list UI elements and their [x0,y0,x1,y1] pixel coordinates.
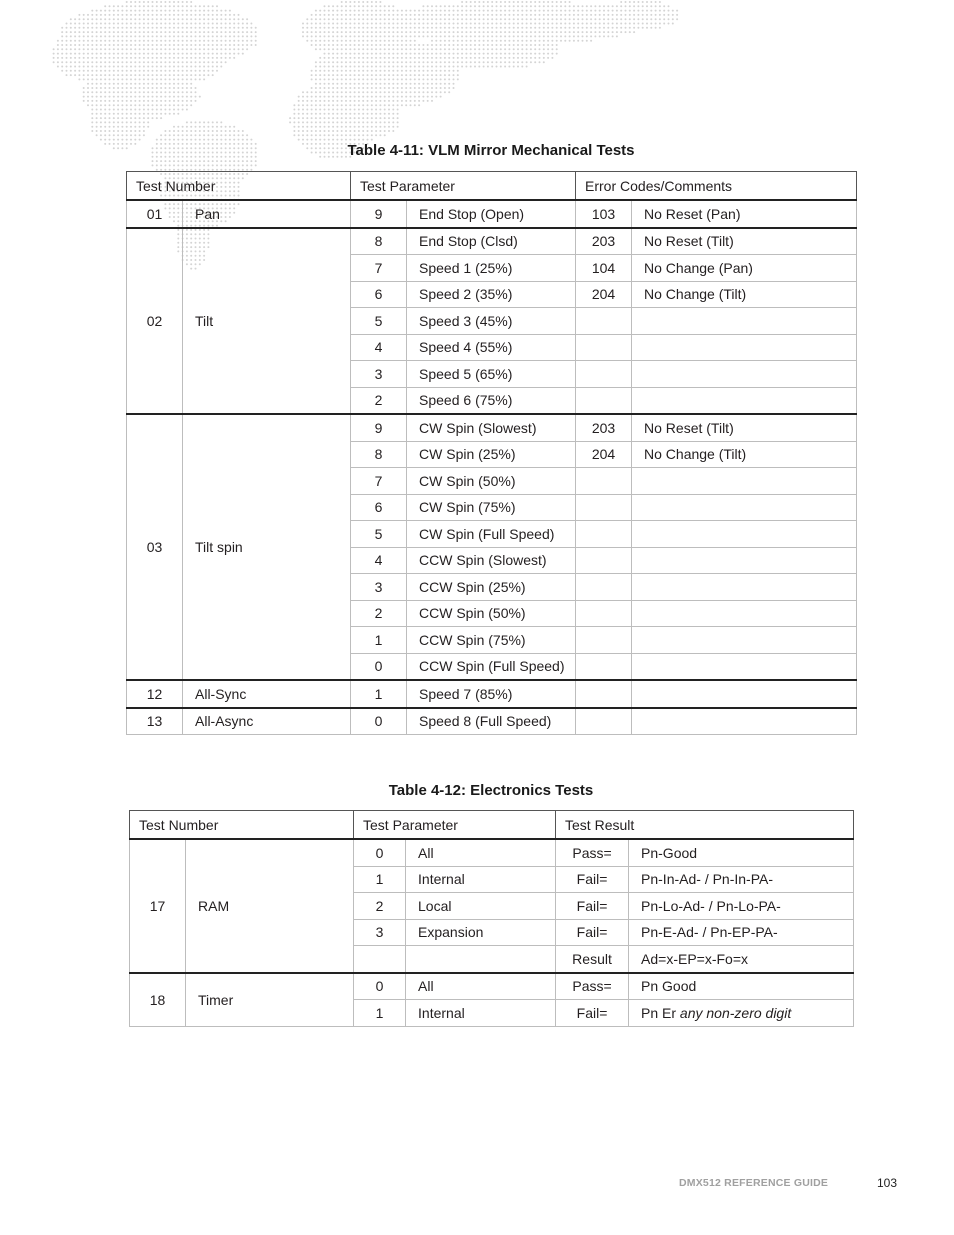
param-number-cell: 1 [351,680,407,708]
result-value-cell: Pn-In-Ad- / Pn-In-PA- [629,866,854,893]
comment-cell: No Reset (Tilt) [632,414,857,441]
test-number-cell: 13 [127,708,183,735]
param-number-cell: 5 [351,308,407,335]
table-row [130,973,854,1000]
table1-caption: Table 4-11: VLM Mirror Mechanical Tests [347,142,635,159]
param-number-cell: 7 [351,468,407,495]
result-value-cell: Ad=x-EP=x-Fo=x [629,946,854,973]
param-number-cell: 3 [351,361,407,388]
param-name-cell: CW Spin (75%) [407,494,576,521]
param-name-cell: Speed 2 (35%) [407,281,576,308]
param-name-cell: CW Spin (Full Speed) [407,521,576,548]
error-code-cell: 103 [576,200,632,228]
test-number-cell: 17 [130,839,186,973]
error-code-cell [576,600,632,627]
test-name-cell: RAM [186,839,354,973]
page-number: 103 [877,1176,898,1190]
param-number-cell: 5 [351,521,407,548]
param-name-cell: Speed 1 (25%) [407,255,576,282]
result-label-cell: Pass= [556,973,629,1000]
param-number-cell: 4 [351,547,407,574]
param-number-cell: 0 [351,653,407,680]
comment-cell: No Reset (Tilt) [632,228,857,255]
error-code-cell [576,361,632,388]
param-name-cell: Internal [406,1000,556,1027]
comment-cell: No Reset (Pan) [632,200,857,228]
test-name-cell: Tilt [183,228,351,415]
error-code-cell [576,708,632,735]
param-name-cell: Expansion [406,919,556,946]
param-name-cell: CCW Spin (50%) [407,600,576,627]
param-name-cell: Speed 3 (45%) [407,308,576,335]
comment-cell [632,468,857,495]
test-name-cell: Timer [186,973,354,1027]
param-name-cell: All [406,839,556,866]
column-header: Error Codes/Comments [576,172,857,201]
param-number-cell: 1 [354,1000,406,1027]
param-number-cell: 1 [351,627,407,654]
comment-cell: No Change (Tilt) [632,441,857,468]
error-code-cell [576,494,632,521]
param-name-cell: Local [406,893,556,920]
result-value-cell: Pn Er any non-zero digit [629,1000,854,1027]
error-code-cell [576,468,632,495]
param-number-cell: 2 [354,893,406,920]
table2-caption: Table 4-12: Electronics Tests [388,782,594,799]
test-number-cell: 02 [127,228,183,415]
error-code-cell [576,653,632,680]
param-number-cell: 3 [351,574,407,601]
error-code-cell [576,574,632,601]
error-code-cell: 203 [576,228,632,255]
param-number-cell: 3 [354,919,406,946]
error-code-cell [576,627,632,654]
param-name-cell: Speed 7 (85%) [407,680,576,708]
param-number-cell: 2 [351,600,407,627]
param-number-cell: 6 [351,281,407,308]
comment-cell [632,547,857,574]
table-row [127,228,857,255]
param-number-cell: 6 [351,494,407,521]
param-number-cell: 4 [351,334,407,361]
param-number-cell: 0 [354,839,406,866]
param-name-cell: CW Spin (Slowest) [407,414,576,441]
comment-cell [632,627,857,654]
table-row [127,708,857,735]
param-name-cell: CCW Spin (Slowest) [407,547,576,574]
error-code-cell: 204 [576,281,632,308]
param-number-cell: 0 [351,708,407,735]
table-row [127,200,857,228]
param-number-cell: 2 [351,387,407,414]
param-name-cell: CCW Spin (Full Speed) [407,653,576,680]
comment-cell [632,574,857,601]
header-row [130,811,854,840]
comment-cell [632,600,857,627]
comment-cell [632,361,857,388]
comment-cell [632,521,857,548]
comment-cell [632,494,857,521]
param-number-cell: 9 [351,414,407,441]
error-code-cell: 104 [576,255,632,282]
header-row [127,172,857,201]
result-label-cell: Result [556,946,629,973]
comment-cell [632,653,857,680]
test-number-cell: 12 [127,680,183,708]
comment-cell [632,334,857,361]
param-number-cell: 8 [351,441,407,468]
test-name-cell: All-Sync [183,680,351,708]
result-value-emphasis: any non-zero digit [679,1004,792,1021]
error-code-cell: 204 [576,441,632,468]
column-header: Test Result [556,811,854,840]
vlm-mirror-mechanical-tests-table [126,171,857,735]
electronics-tests-table [129,810,854,1027]
param-name-cell: End Stop (Open) [407,200,576,228]
column-header: Test Parameter [354,811,556,840]
param-number-cell: 8 [351,228,407,255]
param-name-cell: Speed 8 (Full Speed) [407,708,576,735]
result-label-cell: Fail= [556,893,629,920]
param-number-cell [354,946,406,973]
error-code-cell [576,521,632,548]
table-row [127,680,857,708]
result-value-cell: Pn Good [629,973,854,1000]
test-name-cell: Tilt spin [183,414,351,680]
param-name-cell [406,946,556,973]
table-row [130,839,854,866]
param-name-cell: Internal [406,866,556,893]
param-name-cell: Speed 5 (65%) [407,361,576,388]
test-number-cell: 03 [127,414,183,680]
comment-cell [632,680,857,708]
error-code-cell [576,387,632,414]
param-number-cell: 9 [351,200,407,228]
footer-guide-title: DMX512 REFERENCE GUIDE [679,1177,829,1189]
param-number-cell: 1 [354,866,406,893]
comment-cell: No Change (Pan) [632,255,857,282]
param-name-cell: End Stop (Clsd) [407,228,576,255]
error-code-cell [576,547,632,574]
column-header: Test Parameter [351,172,576,201]
test-name-cell: All-Async [183,708,351,735]
param-number-cell: 0 [354,973,406,1000]
param-name-cell: CW Spin (25%) [407,441,576,468]
comment-cell [632,308,857,335]
param-name-cell: CW Spin (50%) [407,468,576,495]
result-label-cell: Fail= [556,866,629,893]
column-header: Test Number [130,811,354,840]
param-number-cell: 7 [351,255,407,282]
param-name-cell: CCW Spin (75%) [407,627,576,654]
comment-cell [632,708,857,735]
test-number-cell: 01 [127,200,183,228]
result-value-cell: Pn-E-Ad- / Pn-EP-PA- [629,919,854,946]
param-name-cell: Speed 4 (55%) [407,334,576,361]
result-value-cell: Pn-Good [629,839,854,866]
error-code-cell [576,334,632,361]
result-value-cell: Pn-Lo-Ad- / Pn-Lo-PA- [629,893,854,920]
table-row [127,414,857,441]
error-code-cell [576,680,632,708]
comment-cell: No Change (Tilt) [632,281,857,308]
param-name-cell: CCW Spin (25%) [407,574,576,601]
result-label-cell: Fail= [556,1000,629,1027]
column-header: Test Number [127,172,351,201]
result-label-cell: Pass= [556,839,629,866]
result-label-cell: Fail= [556,919,629,946]
test-name-cell: Pan [183,200,351,228]
comment-cell [632,387,857,414]
error-code-cell: 203 [576,414,632,441]
param-name-cell: All [406,973,556,1000]
param-name-cell: Speed 6 (75%) [407,387,576,414]
test-number-cell: 18 [130,973,186,1027]
error-code-cell [576,308,632,335]
